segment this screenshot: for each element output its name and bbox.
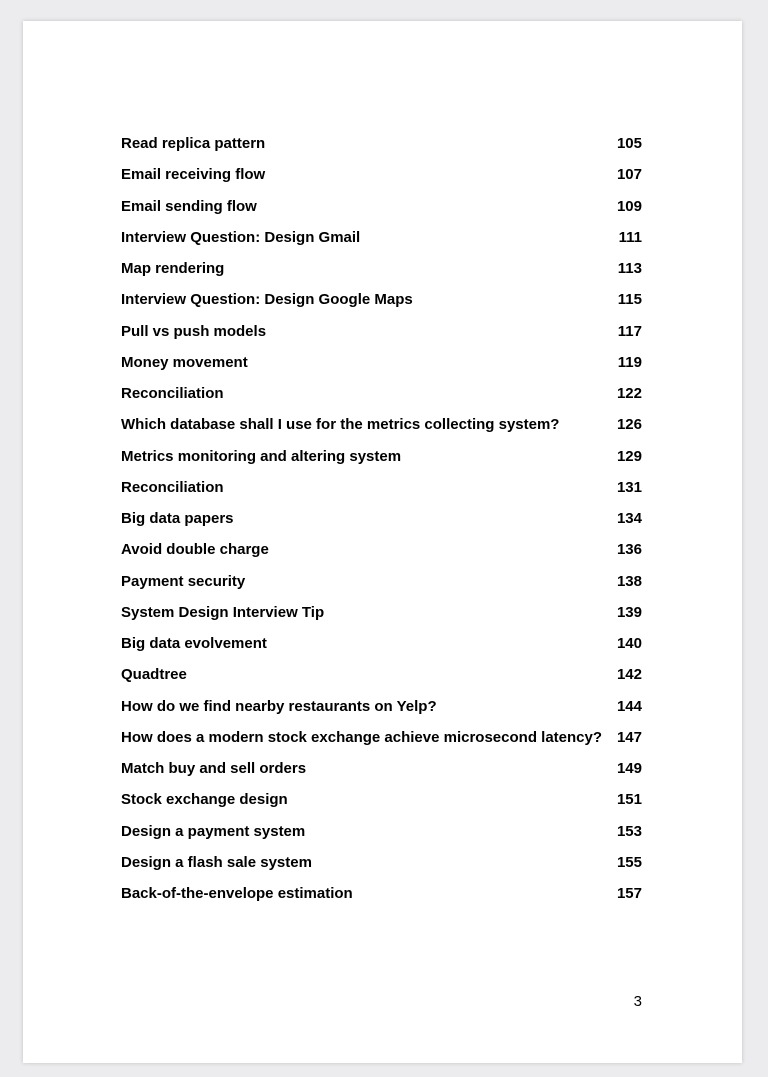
toc-entry bbox=[121, 878, 642, 909]
toc-entry bbox=[121, 784, 642, 815]
table-of-contents bbox=[121, 128, 642, 909]
toc-entry-title: Avoid double charge bbox=[121, 541, 269, 559]
toc-entry-page: 147 bbox=[616, 728, 642, 746]
toc-entry-title: Email receiving flow bbox=[121, 166, 266, 184]
toc-entry-title: Interview Question: Design Google Maps bbox=[121, 291, 413, 309]
toc-entry-page: 144 bbox=[616, 697, 642, 715]
toc-entry bbox=[121, 534, 642, 565]
document-page bbox=[23, 21, 742, 1063]
toc-entry-page: 117 bbox=[617, 322, 642, 340]
toc-entry-page: 115 bbox=[617, 291, 642, 309]
toc-entry-title: Reconciliation bbox=[121, 478, 224, 496]
toc-entry-title: Big data papers bbox=[121, 510, 234, 528]
toc-entry bbox=[121, 847, 642, 878]
toc-entry-title: Email sending flow bbox=[121, 197, 257, 215]
toc-entry-page: 109 bbox=[616, 197, 642, 215]
toc-entry-title: Reconciliation bbox=[121, 385, 224, 403]
toc-entry bbox=[121, 691, 642, 722]
toc-entry bbox=[121, 222, 642, 253]
toc-entry-page: 126 bbox=[616, 416, 642, 434]
toc-entry-page: 113 bbox=[617, 260, 642, 278]
toc-entry bbox=[121, 347, 642, 378]
toc-entry bbox=[121, 128, 642, 159]
toc-entry bbox=[121, 722, 642, 753]
toc-entry bbox=[121, 159, 642, 190]
toc-entry bbox=[121, 253, 642, 284]
toc-entry-page: 138 bbox=[616, 572, 642, 590]
toc-entry-page: 153 bbox=[616, 822, 642, 840]
toc-entry bbox=[121, 816, 642, 847]
toc-entry-title: Interview Question: Design Gmail bbox=[121, 228, 361, 246]
toc-entry-title: Metrics monitoring and altering system bbox=[121, 447, 402, 465]
toc-entry-title: Design a payment system bbox=[121, 822, 306, 840]
toc-entry bbox=[121, 191, 642, 222]
toc-entry-page: 136 bbox=[616, 541, 642, 559]
toc-entry bbox=[121, 503, 642, 534]
toc-entry bbox=[121, 566, 642, 597]
toc-entry-title: Which database shall I use for the metrics collecting system? bbox=[121, 416, 560, 434]
toc-entry-page: 140 bbox=[616, 635, 642, 653]
toc-entry bbox=[121, 597, 642, 628]
toc-entry-page: 157 bbox=[616, 885, 642, 903]
toc-entry-page: 111 bbox=[618, 228, 642, 246]
toc-entry-title: How do we find nearby restaurants on Yelp? bbox=[121, 697, 437, 715]
toc-entry-title: Back-of-the-envelope estimation bbox=[121, 885, 353, 903]
toc-entry-title: Match buy and sell orders bbox=[121, 760, 307, 778]
toc-entry-title: Read replica pattern bbox=[121, 135, 266, 153]
toc-entry-title: Map rendering bbox=[121, 260, 225, 278]
toc-entry-title: Stock exchange design bbox=[121, 791, 288, 809]
toc-entry-page: 107 bbox=[616, 166, 642, 184]
toc-entry-page: 155 bbox=[616, 853, 642, 871]
toc-entry bbox=[121, 378, 642, 409]
toc-entry-title: Pull vs push models bbox=[121, 322, 267, 340]
toc-entry-title: Payment security bbox=[121, 572, 246, 590]
toc-entry-title: Quadtree bbox=[121, 666, 187, 684]
toc-entry-title: Big data evolvement bbox=[121, 635, 267, 653]
toc-entry-page: 129 bbox=[616, 447, 642, 465]
toc-entry bbox=[121, 316, 642, 347]
toc-entry-title: Money movement bbox=[121, 353, 248, 371]
page-number: 3 bbox=[633, 993, 642, 1010]
toc-entry-page: 142 bbox=[616, 666, 642, 684]
toc-entry bbox=[121, 628, 642, 659]
toc-entry-title: Design a flash sale system bbox=[121, 853, 312, 871]
toc-entry bbox=[121, 441, 642, 472]
toc-entry bbox=[121, 284, 642, 315]
toc-entry-page: 119 bbox=[617, 353, 642, 371]
toc-entry-page: 151 bbox=[616, 791, 642, 809]
toc-entry bbox=[121, 753, 642, 784]
toc-entry-title: How does a modern stock exchange achieve microsecond latency? bbox=[121, 728, 603, 746]
toc-entry bbox=[121, 409, 642, 440]
toc-entry-page: 122 bbox=[616, 385, 642, 403]
toc-entry-page: 134 bbox=[616, 510, 642, 528]
toc-entry-page: 149 bbox=[616, 760, 642, 778]
toc-entry bbox=[121, 472, 642, 503]
toc-entry-page: 131 bbox=[616, 478, 642, 496]
toc-entry-title: System Design Interview Tip bbox=[121, 603, 325, 621]
toc-entry-page: 139 bbox=[616, 603, 642, 621]
toc-entry-page: 105 bbox=[616, 135, 642, 153]
toc-entry bbox=[121, 659, 642, 690]
